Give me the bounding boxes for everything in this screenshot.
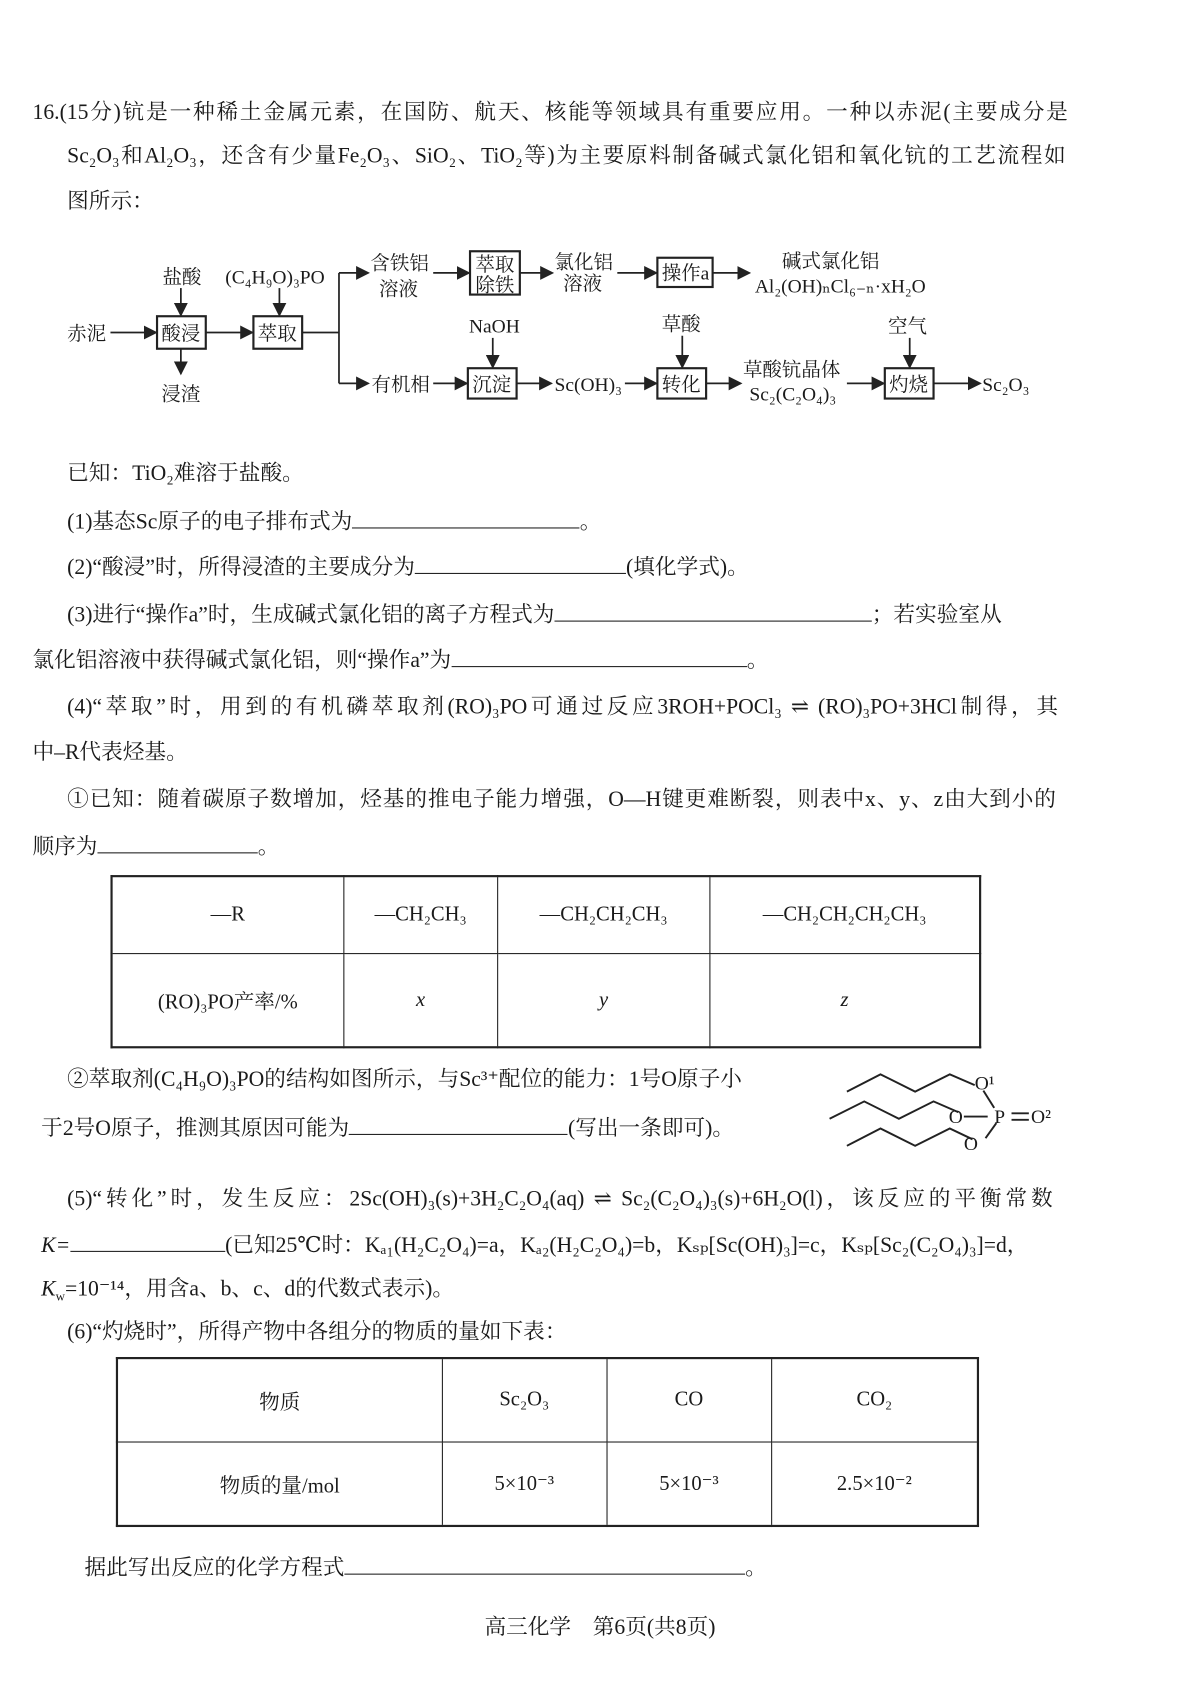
table-row <box>112 954 981 1047</box>
q3 <box>67 599 1002 629</box>
flow-naoh: NaOH <box>468 316 520 338</box>
var-x: x <box>416 988 426 1012</box>
q4-sub1-line-2 <box>32 831 279 861</box>
q3-mid: ；若实验室从 <box>871 603 1002 628</box>
page-footer: 高三化学 第6页(共8页) <box>484 1615 716 1640</box>
known-note: 已知：TiO₂难溶于盐酸。 <box>67 461 304 486</box>
q2-end: (填化学式)。 <box>626 555 749 580</box>
flow-sc2o3: Sc₂O₃ <box>982 374 1030 396</box>
q5-line-3 <box>41 1275 454 1311</box>
q5-kw-rest: =10⁻¹⁴，用含a、b、c、d的代数式表示)。 <box>64 1276 455 1301</box>
flow-basic-alcl: 碱式氯化铝 <box>781 251 880 273</box>
q4-sub2-answer-blank[interactable] <box>349 1112 568 1135</box>
q6-line-2 <box>84 1552 766 1582</box>
q5-kw-sub: w <box>55 1288 65 1304</box>
table-cell: 5×10⁻³ <box>607 1442 772 1526</box>
flow-oxalic: 草酸 <box>661 314 701 336</box>
q3-end: 。 <box>746 648 769 673</box>
q1 <box>67 506 601 536</box>
q2-answer-blank[interactable] <box>415 551 626 574</box>
q6-line-1: (6)“灼烧时”，所得产物中各组分的物质的量如下表： <box>67 1320 567 1345</box>
question-line-2: Sc₂O₃和Al₂O₃，还含有少量Fe₂O₃、SiO₂、TiO₂等)为主要原料制备碱式氯化铝和氧化钪的工艺流程如 <box>67 144 1066 168</box>
flow-sc-oxalate: 草酸钪晶体 <box>742 359 841 381</box>
flow-remove-fe: 萃取 <box>475 254 515 276</box>
structure-o: O <box>948 1107 963 1129</box>
flow-alcl3-solution-2: 溶液 <box>563 274 603 296</box>
product-table <box>116 1357 979 1527</box>
flow-fe-al-solution: 含铁铝 <box>370 253 429 275</box>
flow-fe-al-solution-2: 溶液 <box>379 279 419 301</box>
q4-sub2-text: 于2号O原子，推测其原因可能为 <box>41 1116 350 1141</box>
question-line-1: 16.(15分)钪是一种稀土金属元素，在国防、航天、核能等领域具有重要应用。一种以赤泥(主要成分是 <box>32 100 1068 125</box>
table-header-cell: 物质 <box>117 1358 442 1442</box>
table-cell <box>344 954 498 1047</box>
table-cell: 物质的量/mol <box>117 1442 442 1526</box>
q3-text-2: 氯化铝溶液中获得碱式氯化铝，则“操作a”为 <box>32 648 452 673</box>
yield-table <box>110 875 981 1048</box>
q2-text: (2)“酸浸”时，所得浸渣的主要成分为 <box>67 555 415 580</box>
table-cell <box>710 954 981 1047</box>
table-cell: 2.5×10⁻² <box>771 1442 978 1526</box>
table-header-cell: CO <box>607 1358 772 1442</box>
extractant-structure <box>823 1056 1072 1164</box>
q4-line-1: (4)“萃取”时，用到的有机磷萃取剂(RO)₃PO可通过反应3ROH+POCl₃ ⇌ (RO)₃PO+3HCl制得，其 <box>67 695 1059 720</box>
flow-operation-a: 操作a <box>661 263 710 285</box>
q3-answer-blank-1[interactable] <box>554 599 871 622</box>
flow-hcl: 盐酸 <box>162 267 202 289</box>
structure-o2: O² <box>1031 1107 1051 1129</box>
structure-o-3: O <box>963 1134 978 1156</box>
table-row <box>117 1442 978 1526</box>
q4-sub2-end: (写出一条即可)。 <box>567 1116 735 1141</box>
flow-sc-oxalate-formula: Sc₂(C₂O₄)₃ <box>749 384 837 406</box>
flow-calcine: 灼烧 <box>889 374 929 396</box>
table-row <box>117 1358 978 1442</box>
table-header-cell: Sc₂O₃ <box>442 1358 607 1442</box>
q5-k-label: K= <box>41 1233 71 1258</box>
table-header-cell: —R <box>112 876 344 954</box>
q4-line-2: 中–R代表烃基。 <box>32 740 188 765</box>
flow-extractant: (C₄H₉O)₃PO <box>225 267 325 289</box>
flow-basic-alcl-formula: Al₂(OH)ₙCl₆₋ₙ·xH₂O <box>754 276 926 298</box>
q5-line-2 <box>41 1229 1028 1259</box>
flow-extract: 萃取 <box>257 324 297 346</box>
table-header-cell: —CH₂CH₃ <box>344 876 498 954</box>
q5-kw: K <box>41 1276 56 1301</box>
table-header-cell: —CH₂CH₂CH₃ <box>498 876 710 954</box>
question-line-3: 图所示： <box>67 189 154 214</box>
table-cell: (RO)₃PO产率/% <box>112 954 344 1047</box>
q5-line-1: (5)“转化”时，发生反应：2Sc(OH)₃(s)+3H₂C₂O₄(aq) ⇌ Sc₂(C₂O₄)₃(s)+6H₂O(l)，该反应的平衡常数 <box>67 1186 1053 1211</box>
q2 <box>67 551 749 581</box>
q6-end: 。 <box>745 1556 767 1581</box>
q4-sub1-answer-blank[interactable] <box>97 831 257 854</box>
process-flowchart <box>0 0 1200 455</box>
q3-answer-blank-2[interactable] <box>451 644 747 667</box>
flow-alcl3-solution: 氯化铝 <box>554 252 613 274</box>
flow-scoh3: Sc(OH)₃ <box>554 374 622 396</box>
q4-sub1-text: 顺序为 <box>32 834 98 859</box>
q4-sub1-line-1: ①已知：随着碳原子数增加，烃基的推电子能力增强，O—H键更难断裂，则表中x、y、z由大到小的 <box>67 787 1056 812</box>
table-row <box>112 876 981 954</box>
q3-text: (3)进行“操作a”时，生成碱式氯化铝的离子方程式为 <box>67 603 555 628</box>
table-header-cell: CO₂ <box>771 1358 978 1442</box>
flow-acid-leach: 酸浸 <box>161 324 201 346</box>
q6-text: 据此写出反应的化学方程式 <box>84 1556 345 1581</box>
flow-air: 空气 <box>888 316 928 338</box>
flow-convert: 转化 <box>661 374 701 396</box>
q4-sub1-end: 。 <box>257 834 280 859</box>
flow-precipitate: 沉淀 <box>472 374 512 396</box>
q3-line-2 <box>32 644 768 674</box>
table-header-cell: —CH₂CH₂CH₂CH₃ <box>710 876 981 954</box>
q4-sub2-line-1: ②萃取剂(C₄H₉O)₃PO的结构如图所示，与Sc³⁺配位的能力：1号O原子小 <box>67 1067 742 1092</box>
table-cell <box>498 954 710 1047</box>
structure-o1: O¹ <box>974 1073 995 1095</box>
flow-remove-fe-2: 除铁 <box>475 275 515 297</box>
q1-answer-blank[interactable] <box>352 506 579 529</box>
q1-text: (1)基态Sc原子的电子排布式为 <box>67 510 353 534</box>
flow-residue: 浸渣 <box>161 384 201 406</box>
q1-end: 。 <box>579 510 602 534</box>
var-z: z <box>840 988 849 1012</box>
q6-answer-blank[interactable] <box>344 1552 745 1575</box>
structure-p: P <box>994 1107 1006 1129</box>
q4-sub2-line-2 <box>41 1112 734 1142</box>
var-y: y <box>599 988 609 1012</box>
q5-answer-blank[interactable] <box>70 1229 225 1252</box>
flow-red-mud: 赤泥 <box>67 324 107 346</box>
table-cell: 5×10⁻³ <box>442 1442 607 1526</box>
q5-known: (已知25℃时：Kₐ₁(H₂C₂O₄)=a，Kₐ₂(H₂C₂O₄)=b，Kₛₚ[Sc(OH)₃]=c，Kₛₚ[Sc₂(C₂O₄)₃]=d， <box>225 1233 1029 1258</box>
flow-organic: 有机相 <box>371 374 430 396</box>
